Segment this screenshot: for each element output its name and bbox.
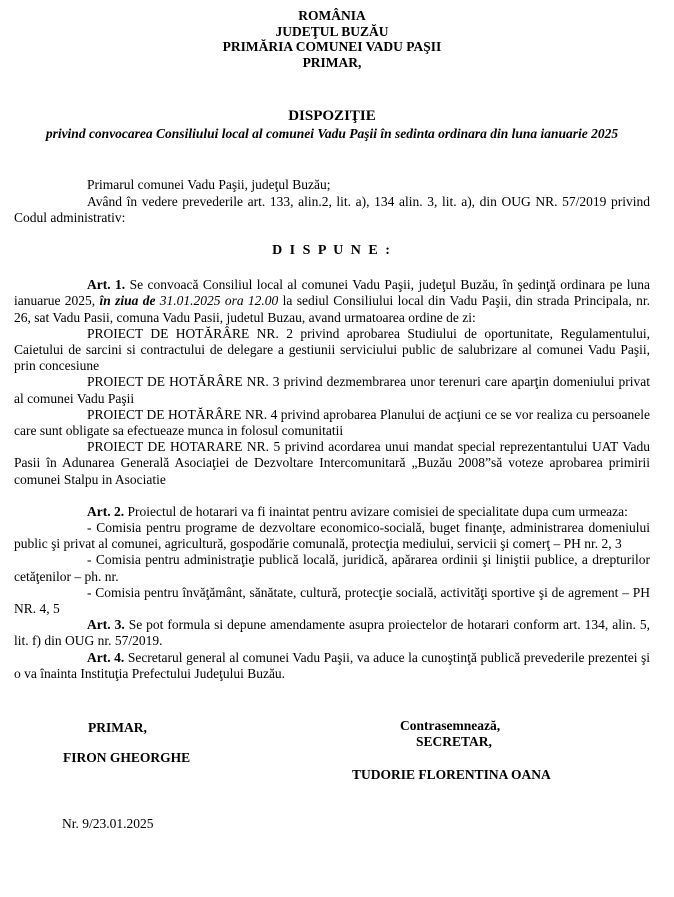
commission-item-1: - Comisia pentru programe de dezvoltare economico-socială, buget finanţe, administrarea domeniului public şi privat al comunei, agricultură, gospodărie comunală, protecţia mediului, servicii şi comerţ – PH nr. 2, 3 [14, 520, 650, 552]
signature-countersign-label: Contrasemnează, [400, 718, 501, 734]
signature-mayor-name: FIRON GHEORGHE [63, 750, 191, 766]
header-country: ROMÂNIA [298, 8, 366, 23]
header-institution: PRIMĂRIA COMUNEI VADU PAŞII [222, 39, 442, 55]
agenda-item-phl-2: PROIECT DE HOTĂRÂRE NR. 2 privind aprobarea Studiului de oportunitate, Regulamentului, Caietului de sarcini si contractului de delegare a gestiunii serviciului public de salubrizare al comunei Vadu Paşii, prin concesiune [14, 325, 650, 374]
article-1: Art. 1. Se convoacă Consiliul local al comunei Vadu Paşii, judeţul Buzău, în şedinţă ordinara pe luna ianuarue 2025, în ziua de 31.01.2025 ora 12.00 la sediul Consiliului local din Vadu Paşii, din strada Principala, nr. 26, sat Vadu Pasii, comuna Vadu Pasii, judetul Buzau, avand urmatoarea ordine de zi: [14, 277, 650, 325]
agenda-item-phl-3: PROIECT DE HOTĂRÂRE NR. 3 privind dezmembrarea unor terenuri care aparţin domeniului privat al comunei Vadu Paşii [14, 374, 650, 406]
preamble [14, 177, 650, 226]
article-2: Art. 2. Proiectul de hotarari va fi inaintat pentru avizare comisiei de specialitate dupa cum urmeaza: [87, 503, 628, 519]
document-subtitle: privind convocarea Consiliului local al comunei Vadu Paşii în sedinta ordinara din luna ianuarie 2025 [45, 126, 619, 142]
document-header [14, 8, 650, 70]
signature-secretary-name: TUDORIE FLORENTINA OANA [352, 767, 551, 783]
preamble-paragraph-2: Având în vedere prevederile art. 133, alin.2, lit. a), 134 alin. 3, lit. a), din OUG NR. 57/2019 privind Codul administrativ: [14, 193, 650, 225]
document-body [14, 277, 650, 682]
document-number: Nr. 9/23.01.2025 [62, 816, 154, 832]
signature-block [14, 714, 650, 854]
title-block [14, 108, 650, 142]
signature-mayor-role: PRIMAR, [88, 720, 147, 736]
commission-item-2: - Comisia pentru administraţie publică locală, juridică, apărarea ordinii şi liniştii publice, a drepturilor cetăţenilor – ph. nr. [14, 552, 650, 584]
signature-secretary-role: SECRETAR, [416, 734, 492, 750]
document-title: DISPOZIŢIE [288, 108, 376, 125]
commission-item-3: - Comisia pentru învăţământ, sănătate, cultură, protecţie socială, activităţi sportive şi de agrement – PH NR. 4, 5 [14, 584, 650, 617]
preamble-paragraph-1: Primarul comunei Vadu Paşii, judeţul Buzău; [87, 177, 331, 193]
agenda-item-phl-4: PROIECT DE HOTĂRÂRE NR. 4 privind aprobarea Planului de acţiuni ce se vor realiza cu persoanele care sunt obligate sa efectueaze munca in folosul comunitatii [14, 406, 650, 439]
header-issuer: PRIMAR, [302, 54, 362, 70]
article-4: Art. 4. Secretarul general al comunei Vadu Paşii, va aduce la cunoştinţă publică prevederile prezentei şi o va înainta Instituţia Prefectului Judeţului Buzău. [14, 649, 650, 681]
article-3: Art. 3. Se pot formula si depune amendamente asupra proiectelor de hotarari conform art. 134, alin. 5, lit. f) din OUG nr. 57/2019. [14, 617, 650, 649]
dispune-heading: D I S P U N E : [272, 242, 392, 258]
agenda-item-phl-5: PROIECT DE HOTARARE NR. 5 privind acordarea unui mandat special reprezentantului UAT Vadu Pasii în Adunarea Generală Asociaţiei de Dezvoltare Intercomunitară „Buzău 2008”să voteze aprobarea primirii comunei Stalpu in Asociatie [14, 439, 650, 487]
header-county: JUDEŢUL BUZĂU [275, 23, 389, 39]
